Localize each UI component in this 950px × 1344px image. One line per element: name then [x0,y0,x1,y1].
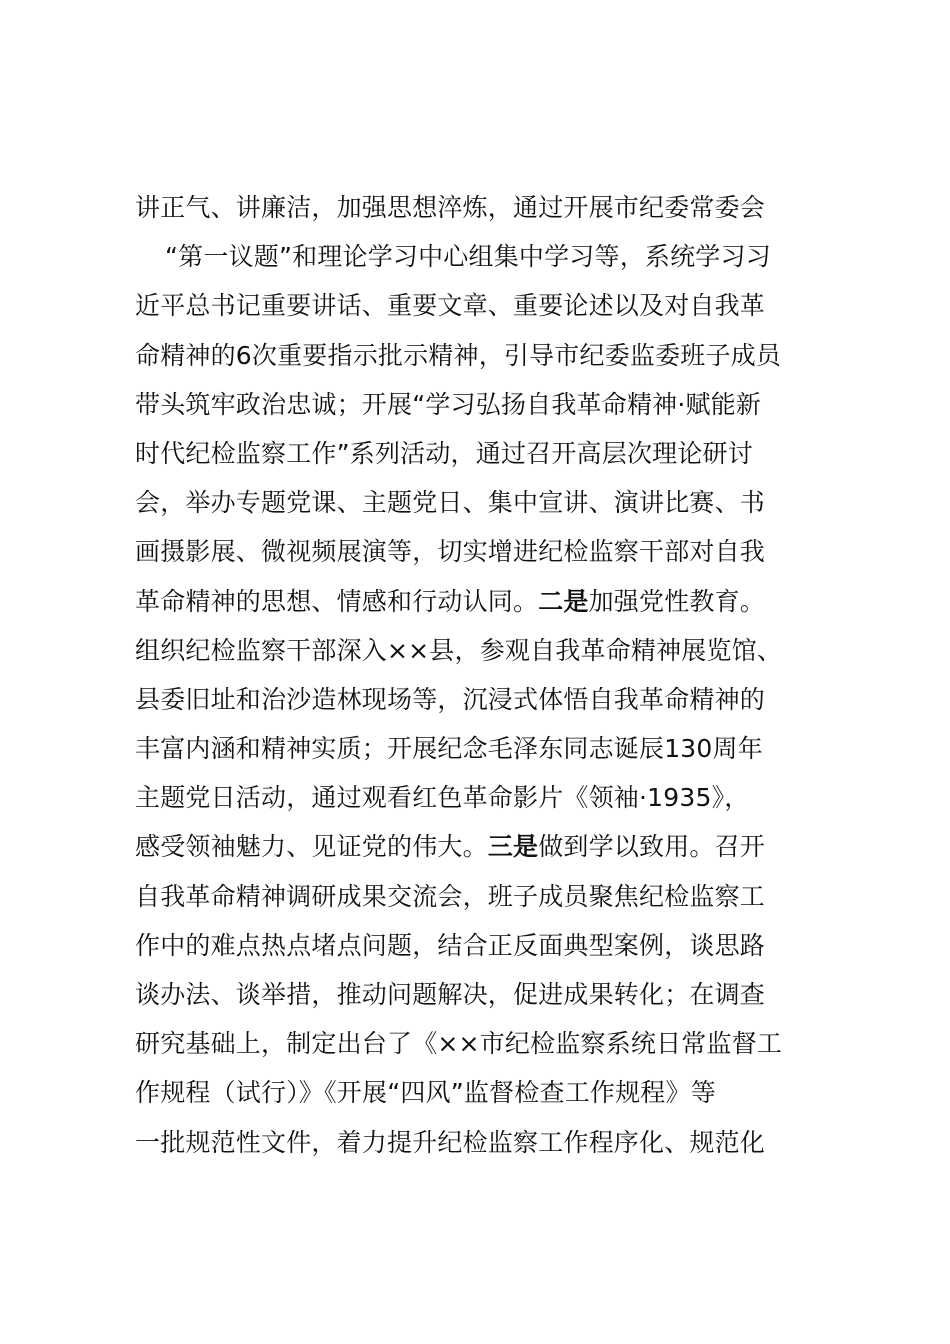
text-line: 会，举办专题党课、主题党日、集中宣讲、演讲比赛、书 [135,488,766,518]
text-line: 组织纪检监察干部深入××县，参观自我革命精神展览馆、 [135,635,783,665]
text-line: 丰富内涵和精神实质；开展纪念毛泽东同志诞辰130周年 [135,734,763,764]
text-line: 时代纪检监察工作”系列活动，通过召开高层次理论研讨 [135,438,753,468]
text-line: 谈办法、谈举措，推动问题解决，促进成果转化；在调查 [135,980,766,1009]
text-line: 革命精神的思想、情感和行动认同。二是加强党性教育。 [135,586,766,616]
body-text [135,183,855,1167]
bold-marker: 三是 [487,832,539,862]
text-line: 作规程（试行）》《开展“四风”监督检查工作规程》等 [135,1078,716,1108]
text-line: 自我革命精神调研成果交流会，班子成员聚焦纪检监察工 [135,881,766,911]
text-line: 感受领袖魅力、见证党的伟大。三是做到学以致用。召开 [135,832,766,862]
text-line: 县委旧址和治沙造林现场等，沉浸式体悟自我革命精神的 [135,684,766,714]
text-line: “第一议题”和理论学习中心组集中学习等，系统学习习 [165,242,771,272]
text-line: 一批规范性文件，着力提升纪检监察工作程序化、规范化 [135,1127,766,1157]
text-line: 主题党日活动，通过观看红色革命影片《领袖·1935》， [135,783,750,813]
text-line: 作中的难点热点堵点问题，结合正反面典型案例，谈思路 [135,930,766,960]
bold-marker: 二是 [538,586,589,616]
text-line: 近平总书记重要讲话、重要文章、重要论述以及对自我革 [135,291,766,321]
text-line: 带头筑牢政治忠诚；开展“学习弘扬自我革命精神·赋能新 [135,389,762,419]
text-line: 讲正气、讲廉洁，加强思想淬炼，通过开展市纪委常委会 [135,193,766,222]
text-line: 画摄影展、微视频展演等，切实增进纪检监察干部对自我 [135,537,766,567]
text-line: 研究基础上，制定出台了《××市纪检监察系统日常监督工 [135,1029,783,1059]
text-line: 命精神的6次重要指示批示精神，引导市纪委监委班子成员 [135,340,782,370]
